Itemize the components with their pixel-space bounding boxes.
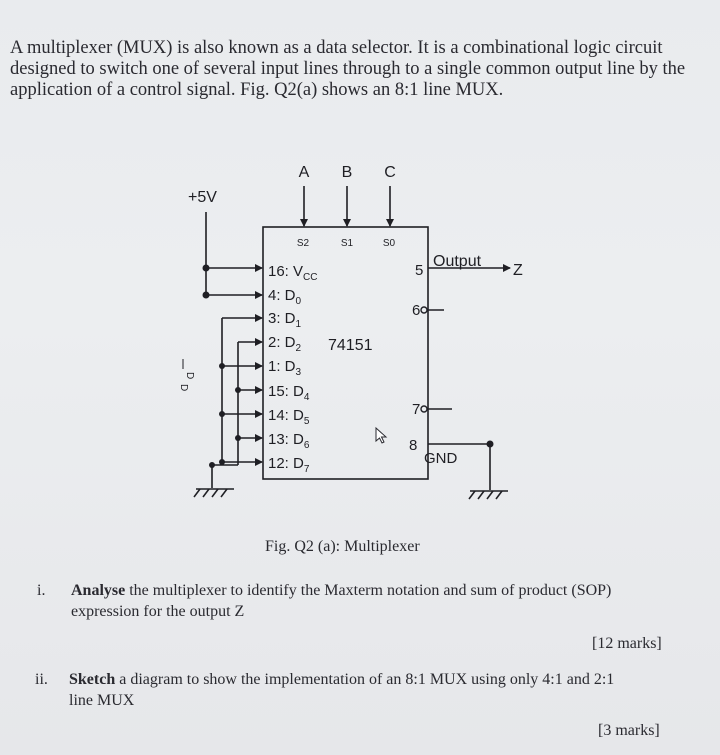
gnd-label: GND — [424, 450, 458, 467]
question-ii-line-2: line MUX — [69, 692, 135, 709]
svg-text:D: D — [184, 372, 195, 380]
question-i-line-1 — [71, 581, 611, 600]
mouse-cursor-icon — [376, 428, 386, 443]
question-i-verb: Analyse — [71, 582, 126, 599]
pin-8-number: 8 — [409, 437, 418, 454]
pin-label-s2: S2 — [296, 238, 310, 249]
question-ii-line-1 — [69, 670, 614, 689]
question-ii-verb: Sketch — [69, 671, 116, 688]
question-i-line-2: expression for the output Z — [71, 603, 245, 620]
intro-line-1: A multiplexer (MUX) is also known as a data selector. It is a combinational logic circuit — [10, 38, 663, 58]
output-variable: Z — [513, 262, 523, 279]
right-ground-symbol — [469, 491, 508, 499]
left-ground-symbol — [194, 489, 234, 497]
pin-label-s0: S0 — [382, 238, 396, 249]
pin-7-bubble — [421, 406, 427, 412]
question-ii-text: a diagram to show the implementation of an 8:1 MUX using only 4:1 and 2:1 — [115, 671, 615, 688]
supply-label: +5V — [188, 189, 217, 206]
d-bar-label — [183, 359, 195, 379]
bus-junctions — [209, 363, 241, 468]
pin-6-number: 6 — [412, 302, 421, 319]
d-label: D — [178, 384, 189, 392]
intro-line-2: designed to switch one of several input lines through to a single common output line by the — [10, 59, 686, 79]
pin-label-d1: 3: $D_1$ — [268, 310, 302, 330]
question-i-marks: [12 marks] — [592, 635, 662, 652]
pin-label-s1: S1 — [340, 238, 354, 249]
intro-line-3: application of a control signal. Fig. Q2(a) shows an 8:1 line MUX. — [10, 80, 504, 100]
pin-5-number: 5 — [415, 262, 424, 279]
supply-wiring — [206, 212, 262, 295]
select-label-c: C — [384, 164, 396, 181]
junction-vcc — [203, 265, 210, 272]
chip-name: 74151 — [328, 337, 373, 354]
pin-7-number: 7 — [412, 401, 421, 418]
question-ii-marks: [3 marks] — [598, 722, 660, 739]
question-ii — [35, 670, 695, 710]
output-label: Output — [433, 253, 482, 270]
question-i — [37, 581, 697, 621]
pin-label-d3: 1: $D_3$ — [268, 358, 302, 378]
pin-label-d4: 15: $D_4$ — [268, 383, 310, 403]
select-label-b: B — [341, 164, 353, 181]
pin-label-d5: 14: $D_5$ — [268, 407, 310, 427]
figure-caption: Fig. Q2 (a): Multiplexer — [265, 538, 420, 555]
question-ii-number: ii. — [35, 671, 48, 688]
junction-d0 — [203, 292, 210, 299]
pin-6-bubble — [421, 307, 427, 313]
pin-label-d0: 4: $D_0$ — [268, 287, 302, 307]
pin-label-d6: 13: $D_6$ — [268, 431, 310, 451]
pin-label-vcc: 16: $V_{CC}$ — [268, 263, 318, 283]
question-i-text: the multiplexer to identify the Maxterm notation and sum of product (SOP) — [125, 582, 612, 599]
question-i-number: i. — [37, 582, 46, 599]
select-arrows — [304, 186, 390, 226]
select-label-a: A — [298, 164, 310, 181]
left-pin-labels — [268, 263, 317, 475]
pin-label-d7: 12: $D_7$ — [268, 455, 310, 475]
pin-label-d2: 2: $D_2$ — [268, 334, 302, 354]
